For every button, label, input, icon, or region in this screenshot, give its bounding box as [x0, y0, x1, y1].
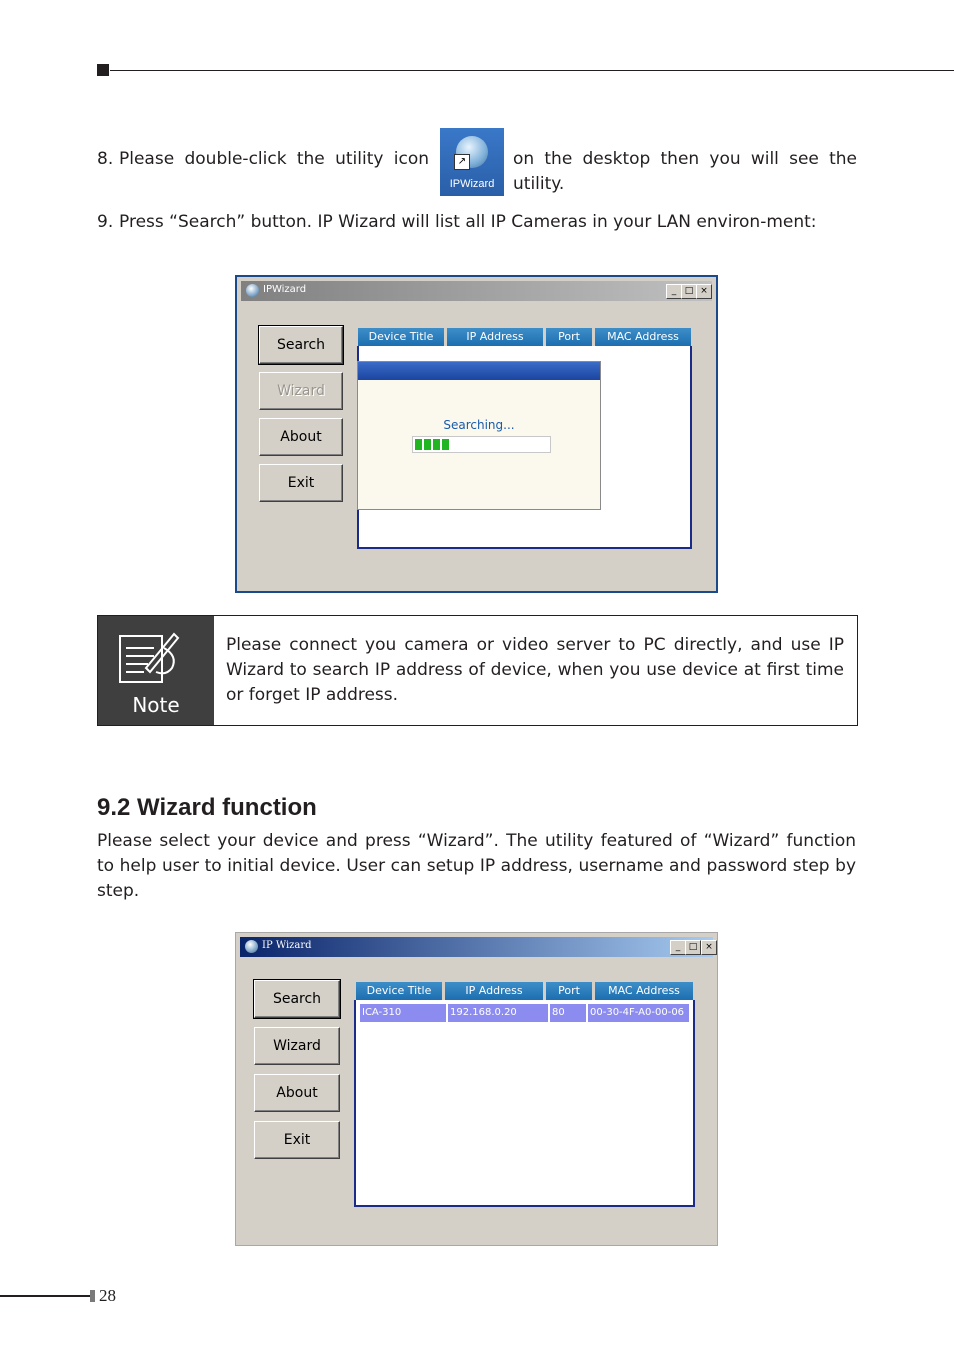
header-rule	[110, 70, 954, 71]
column-device-title[interactable]: Device Title	[356, 982, 442, 1000]
step-9-number: 9.	[97, 212, 114, 232]
step-8-text-after: on the desktop then you will see the utility.	[513, 149, 857, 194]
column-device-title[interactable]: Device Title	[358, 328, 444, 346]
column-mac-address[interactable]: MAC Address	[595, 982, 693, 1000]
port-value: 80	[552, 1007, 565, 1018]
cell-mac-address	[588, 1004, 689, 1022]
ipwizard-window-results	[235, 932, 718, 1246]
search-button[interactable]: Search	[259, 326, 343, 364]
icon-label: IPWizard	[449, 178, 495, 190]
device-title-value: ICA-310	[362, 1007, 402, 1018]
window-title: IPWizard	[263, 284, 307, 295]
footer-tick	[90, 1290, 95, 1302]
mac-address-value: 00-30-4F-A0-00-06	[590, 1007, 685, 1018]
search-progress-bar	[412, 436, 551, 453]
page-number: 28	[99, 1286, 116, 1305]
note-text: Please connect you camera or video server to PC directly, and use IP Wizard to search IP address of device, when you use device at first time or forget IP address.	[226, 635, 844, 705]
maximize-button[interactable]: □	[681, 284, 697, 299]
column-port[interactable]: Port	[546, 328, 592, 346]
maximize-button[interactable]: □	[685, 940, 701, 955]
footer-rule	[0, 1295, 90, 1297]
column-mac-address[interactable]: MAC Address	[595, 328, 691, 346]
note-sidebar	[98, 616, 214, 725]
ipwizard-window-searching	[235, 275, 718, 593]
searching-dialog-titlebar	[358, 362, 600, 380]
ip-address-value: 192.168.0.20	[450, 1007, 517, 1018]
minimize-button[interactable]: _	[666, 284, 682, 299]
shortcut-arrow-icon: ↗	[454, 154, 470, 170]
cell-device-title	[360, 1004, 446, 1022]
column-port[interactable]: Port	[546, 982, 592, 1000]
header-square	[97, 64, 109, 76]
step-8-text-after-line1	[513, 147, 857, 197]
searching-dialog	[357, 361, 601, 510]
title-bar	[240, 937, 713, 957]
note-label: Note	[132, 693, 180, 717]
cell-port	[550, 1004, 586, 1022]
about-button[interactable]: About	[254, 1074, 340, 1112]
table-row[interactable]	[360, 1004, 689, 1022]
step-8-text-before: Please double-click the utility icon	[119, 149, 429, 169]
ipwizard-desktop-icon	[440, 128, 504, 196]
close-button[interactable]: ×	[696, 284, 712, 299]
column-ip-address[interactable]: IP Address	[447, 328, 543, 346]
exit-button[interactable]: Exit	[254, 1121, 340, 1159]
cell-ip-address	[448, 1004, 548, 1022]
wizard-button[interactable]: Wizard	[259, 372, 343, 410]
app-icon	[246, 284, 259, 297]
searching-text: Searching...	[443, 418, 515, 432]
minimize-button[interactable]: _	[670, 940, 686, 955]
step-8-number: 8.	[97, 149, 114, 169]
wizard-button[interactable]: Wizard	[254, 1027, 340, 1065]
note-box	[97, 615, 858, 726]
section-body: Please select your device and press “Wizard”. The utility featured of “Wizard” function to help user to initial device. User can setup IP address, username and password step by step.	[97, 831, 856, 901]
app-icon	[245, 940, 258, 953]
title-bar	[241, 281, 712, 301]
column-ip-address[interactable]: IP Address	[445, 982, 543, 1000]
search-progress-fill	[415, 439, 451, 450]
device-list[interactable]	[354, 1000, 695, 1207]
step-9-text: Press “Search” button. IP Wizard will list all IP Cameras in your LAN environ-ment:	[119, 212, 817, 232]
window-title: IP Wizard	[262, 940, 312, 951]
about-button[interactable]: About	[259, 418, 343, 456]
search-button[interactable]: Search	[254, 980, 340, 1018]
exit-button[interactable]: Exit	[259, 464, 343, 502]
section-heading: 9.2 Wizard function	[97, 794, 317, 821]
note-pencil-icon	[116, 628, 182, 688]
close-button[interactable]: ×	[701, 940, 717, 955]
